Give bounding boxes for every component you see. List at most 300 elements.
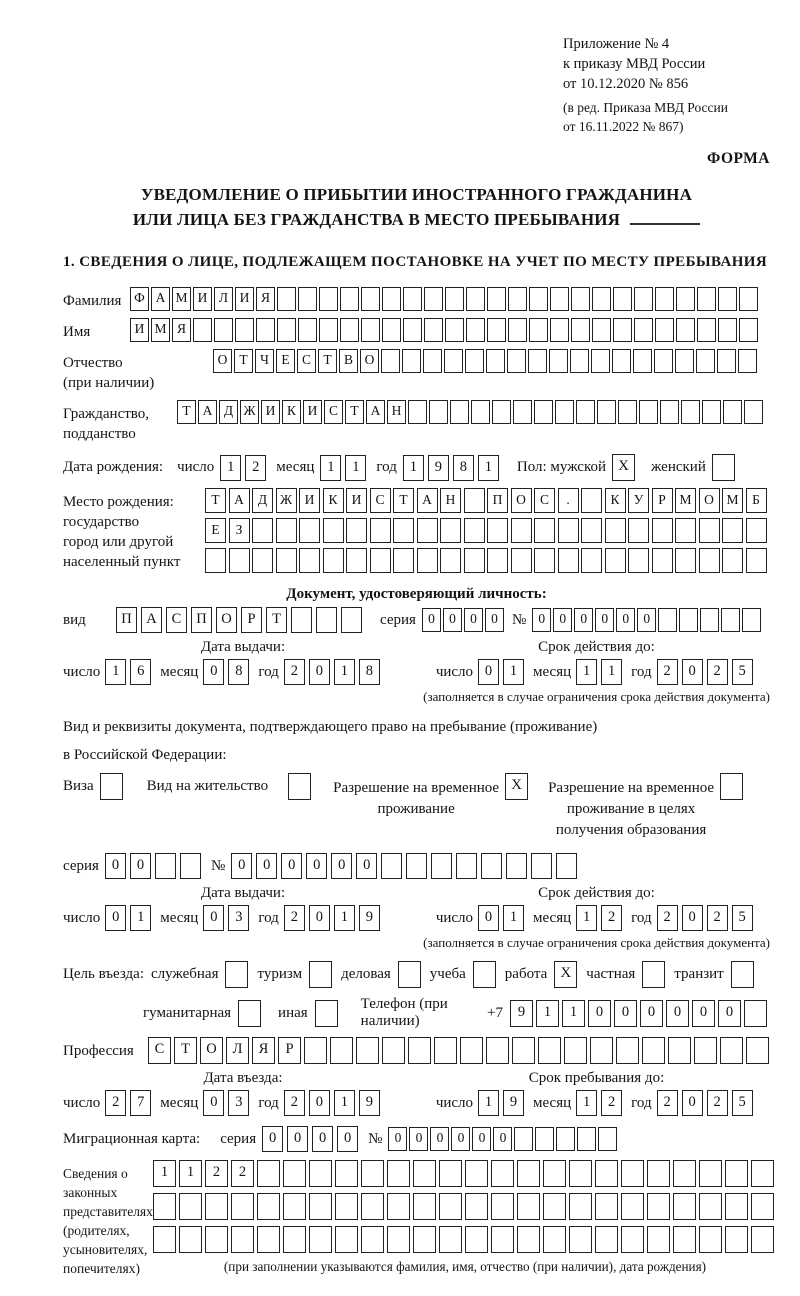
char-cell[interactable] [534,548,555,573]
char-cell[interactable] [702,400,721,424]
char-cell[interactable] [751,1160,774,1187]
char-cell[interactable] [471,400,490,424]
char-cell[interactable]: 0 [478,905,499,931]
char-cell[interactable] [417,548,438,573]
char-cell[interactable]: 0 [281,853,302,879]
char-cell[interactable]: Е [205,518,226,543]
char-cell[interactable] [193,318,212,342]
char-cell[interactable] [304,1037,327,1064]
char-cell[interactable] [179,1226,202,1253]
char-cell[interactable] [699,548,720,573]
char-cell[interactable] [592,318,611,342]
char-cell[interactable]: С [297,349,316,373]
char-cell[interactable] [621,1226,644,1253]
char-cell[interactable]: 2 [707,1090,728,1116]
char-cell[interactable]: 0 [306,853,327,879]
char-cell[interactable] [700,608,719,632]
char-cell[interactable] [597,400,616,424]
char-cell[interactable] [465,1193,488,1220]
char-cell[interactable] [299,518,320,543]
char-cell[interactable] [531,853,552,879]
char-cell[interactable]: И [193,287,212,311]
char-cell[interactable] [722,548,743,573]
char-cell[interactable]: 0 [666,1000,689,1027]
char-cell[interactable] [413,1160,436,1187]
char-cell[interactable] [225,961,248,988]
char-cell[interactable] [361,1160,384,1187]
char-cell[interactable] [382,318,401,342]
char-cell[interactable] [431,853,452,879]
char-cell[interactable]: 0 [553,608,572,632]
char-cell[interactable]: Т [318,349,337,373]
char-cell[interactable] [556,853,577,879]
char-cell[interactable] [595,1226,618,1253]
char-cell[interactable]: 0 [312,1126,333,1152]
char-cell[interactable] [434,1037,457,1064]
char-cell[interactable] [676,318,695,342]
char-cell[interactable]: М [151,318,170,342]
char-cell[interactable]: 9 [510,1000,533,1027]
char-cell[interactable] [413,1226,436,1253]
char-cell[interactable] [717,349,736,373]
char-cell[interactable] [570,349,589,373]
char-cell[interactable] [576,400,595,424]
char-cell[interactable]: 2 [657,659,678,685]
char-cell[interactable] [387,1193,410,1220]
char-cell[interactable] [742,608,761,632]
char-cell[interactable]: К [605,488,626,513]
char-cell[interactable] [323,518,344,543]
char-cell[interactable]: 0 [105,905,126,931]
char-cell[interactable]: 2 [231,1160,254,1187]
char-cell[interactable]: 2 [657,905,678,931]
char-cell[interactable] [491,1193,514,1220]
char-cell[interactable] [721,608,740,632]
char-cell[interactable]: 2 [657,1090,678,1116]
char-cell[interactable] [440,518,461,543]
char-cell[interactable]: Р [278,1037,301,1064]
char-cell[interactable] [746,548,767,573]
char-cell[interactable] [381,349,400,373]
char-cell[interactable] [382,1037,405,1064]
char-cell[interactable] [652,518,673,543]
char-cell[interactable]: М [172,287,191,311]
char-cell[interactable] [681,400,700,424]
char-cell[interactable] [673,1193,696,1220]
char-cell[interactable]: Е [276,349,295,373]
char-cell[interactable]: 7 [130,1090,151,1116]
char-cell[interactable] [535,1127,554,1151]
char-cell[interactable]: Ч [255,349,274,373]
char-cell[interactable]: О [213,349,232,373]
char-cell[interactable]: 1 [503,659,524,685]
char-cell[interactable] [529,287,548,311]
char-cell[interactable]: 8 [453,455,474,481]
char-cell[interactable] [492,400,511,424]
char-cell[interactable]: 2 [284,905,305,931]
char-cell[interactable] [534,400,553,424]
char-cell[interactable]: 0 [588,1000,611,1027]
char-cell[interactable] [739,318,758,342]
char-cell[interactable]: 0 [718,1000,741,1027]
char-cell[interactable] [538,1037,561,1064]
char-cell[interactable] [155,853,176,879]
char-cell[interactable] [718,287,737,311]
char-cell[interactable]: И [346,488,367,513]
char-cell[interactable] [699,1226,722,1253]
char-cell[interactable] [569,1226,592,1253]
char-cell[interactable] [590,1037,613,1064]
char-cell[interactable]: 0 [682,905,703,931]
char-cell[interactable]: С [148,1037,171,1064]
char-cell[interactable] [673,1160,696,1187]
char-cell[interactable] [424,318,443,342]
char-cell[interactable] [647,1160,670,1187]
char-cell[interactable] [517,1193,540,1220]
char-cell[interactable]: И [130,318,149,342]
char-cell[interactable] [696,349,715,373]
char-cell[interactable]: 0 [451,1127,470,1151]
char-cell[interactable]: 8 [359,659,380,685]
char-cell[interactable]: 1 [536,1000,559,1027]
char-cell[interactable]: 1 [345,455,366,481]
char-cell[interactable]: 0 [130,853,151,879]
char-cell[interactable]: Ж [276,488,297,513]
char-cell[interactable]: З [229,518,250,543]
char-cell[interactable] [335,1160,358,1187]
char-cell[interactable]: Н [387,400,406,424]
char-cell[interactable]: 1 [478,455,499,481]
char-cell[interactable]: О [699,488,720,513]
char-cell[interactable] [676,287,695,311]
char-cell[interactable] [616,1037,639,1064]
char-cell[interactable] [276,518,297,543]
char-cell[interactable] [361,318,380,342]
char-cell[interactable]: Б [746,488,767,513]
char-cell[interactable] [340,287,359,311]
char-cell[interactable]: 0 [356,853,377,879]
char-cell[interactable] [309,1193,332,1220]
char-cell[interactable] [370,518,391,543]
char-cell[interactable] [403,318,422,342]
char-cell[interactable] [660,400,679,424]
char-cell[interactable] [398,961,421,988]
char-cell[interactable] [739,287,758,311]
char-cell[interactable] [613,287,632,311]
char-cell[interactable]: 0 [682,659,703,685]
char-cell[interactable] [439,1193,462,1220]
char-cell[interactable]: 6 [130,659,151,685]
char-cell[interactable]: 2 [601,905,622,931]
char-cell[interactable]: 1 [130,905,151,931]
char-cell[interactable]: 2 [601,1090,622,1116]
char-cell[interactable] [722,518,743,543]
char-cell[interactable] [543,1160,566,1187]
char-cell[interactable] [508,287,527,311]
char-cell[interactable]: 1 [576,659,597,685]
char-cell[interactable] [486,349,505,373]
char-cell[interactable]: 0 [478,659,499,685]
char-cell[interactable]: 0 [640,1000,663,1027]
char-cell[interactable] [256,318,275,342]
char-cell[interactable]: А [417,488,438,513]
char-cell[interactable]: П [116,607,137,633]
char-cell[interactable] [205,1226,228,1253]
char-cell[interactable] [697,287,716,311]
char-cell[interactable]: 9 [428,455,449,481]
char-cell[interactable]: . [558,488,579,513]
char-cell[interactable] [288,773,311,800]
char-cell[interactable]: О [511,488,532,513]
char-cell[interactable]: 9 [359,1090,380,1116]
char-cell[interactable] [309,1226,332,1253]
char-cell[interactable] [628,548,649,573]
char-cell[interactable]: 2 [284,659,305,685]
char-cell[interactable] [465,349,484,373]
char-cell[interactable] [751,1193,774,1220]
char-cell[interactable] [346,518,367,543]
char-cell[interactable] [316,607,337,633]
char-cell[interactable] [528,349,547,373]
char-cell[interactable] [581,518,602,543]
char-cell[interactable] [746,1037,769,1064]
char-cell[interactable] [346,548,367,573]
char-cell[interactable]: 0 [337,1126,358,1152]
char-cell[interactable] [571,287,590,311]
char-cell[interactable]: 3 [228,905,249,931]
char-cell[interactable]: Л [226,1037,249,1064]
char-cell[interactable]: 1 [478,1090,499,1116]
char-cell[interactable]: А [229,488,250,513]
char-cell[interactable]: Т [345,400,364,424]
char-cell[interactable] [257,1160,280,1187]
char-cell[interactable] [534,518,555,543]
char-cell[interactable]: 0 [493,1127,512,1151]
char-cell[interactable]: 0 [595,608,614,632]
char-cell[interactable] [731,961,754,988]
char-cell[interactable] [725,1193,748,1220]
char-cell[interactable] [277,287,296,311]
char-cell[interactable] [712,454,735,481]
char-cell[interactable] [738,349,757,373]
char-cell[interactable] [445,287,464,311]
char-cell[interactable] [382,287,401,311]
char-cell[interactable] [621,1193,644,1220]
char-cell[interactable] [361,1226,384,1253]
char-cell[interactable] [543,1226,566,1253]
char-cell[interactable] [361,1193,384,1220]
char-cell[interactable]: Ж [240,400,259,424]
char-cell[interactable] [257,1193,280,1220]
char-cell[interactable] [252,518,273,543]
char-cell[interactable] [621,1160,644,1187]
char-cell[interactable]: А [198,400,217,424]
char-cell[interactable] [283,1193,306,1220]
char-cell[interactable] [598,1127,617,1151]
char-cell[interactable]: К [282,400,301,424]
char-cell[interactable]: 1 [334,905,355,931]
char-cell[interactable]: 0 [532,608,551,632]
char-cell[interactable] [720,1037,743,1064]
char-cell[interactable]: 2 [205,1160,228,1187]
char-cell[interactable] [613,318,632,342]
char-cell[interactable]: 0 [331,853,352,879]
char-cell[interactable] [276,548,297,573]
char-cell[interactable] [439,1226,462,1253]
char-cell[interactable] [231,1226,254,1253]
char-cell[interactable] [699,1193,722,1220]
char-cell[interactable] [235,318,254,342]
char-cell[interactable] [413,1193,436,1220]
char-cell[interactable] [341,607,362,633]
char-cell[interactable] [591,349,610,373]
char-cell[interactable] [423,349,442,373]
char-cell[interactable]: Т [234,349,253,373]
char-cell[interactable] [466,287,485,311]
char-cell[interactable] [298,318,317,342]
char-cell[interactable] [319,287,338,311]
char-cell[interactable] [387,1160,410,1187]
char-cell[interactable] [402,349,421,373]
char-cell[interactable]: 1 [320,455,341,481]
char-cell[interactable]: 0 [287,1126,308,1152]
char-cell[interactable] [511,548,532,573]
char-cell[interactable]: 1 [601,659,622,685]
char-cell[interactable] [751,1226,774,1253]
char-cell[interactable] [654,349,673,373]
char-cell[interactable] [605,518,626,543]
char-cell[interactable]: 0 [682,1090,703,1116]
char-cell[interactable] [393,548,414,573]
char-cell[interactable] [699,518,720,543]
char-cell[interactable]: 2 [284,1090,305,1116]
char-cell[interactable]: 1 [179,1160,202,1187]
char-cell[interactable] [299,548,320,573]
char-cell[interactable]: Д [252,488,273,513]
char-cell[interactable] [569,1160,592,1187]
char-cell[interactable] [456,853,477,879]
char-cell[interactable]: 0 [574,608,593,632]
char-cell[interactable]: 2 [105,1090,126,1116]
char-cell[interactable] [283,1160,306,1187]
char-cell[interactable]: 5 [732,1090,753,1116]
char-cell[interactable] [487,518,508,543]
char-cell[interactable]: Т [177,400,196,424]
char-cell[interactable] [723,400,742,424]
char-cell[interactable]: И [261,400,280,424]
char-cell[interactable]: 0 [203,659,224,685]
char-cell[interactable] [592,287,611,311]
char-cell[interactable] [387,1226,410,1253]
char-cell[interactable] [214,318,233,342]
char-cell[interactable]: X [612,454,635,481]
char-cell[interactable]: М [675,488,696,513]
char-cell[interactable]: М [722,488,743,513]
char-cell[interactable]: Т [266,607,287,633]
char-cell[interactable]: О [216,607,237,633]
char-cell[interactable] [571,318,590,342]
char-cell[interactable] [238,1000,261,1027]
char-cell[interactable] [655,287,674,311]
char-cell[interactable] [725,1226,748,1253]
char-cell[interactable] [424,287,443,311]
char-cell[interactable]: Т [393,488,414,513]
char-cell[interactable]: 0 [409,1127,428,1151]
char-cell[interactable] [473,961,496,988]
char-cell[interactable] [555,400,574,424]
char-cell[interactable] [277,318,296,342]
char-cell[interactable] [543,1193,566,1220]
char-cell[interactable] [642,961,665,988]
char-cell[interactable] [655,318,674,342]
char-cell[interactable]: 0 [309,905,330,931]
char-cell[interactable] [647,1226,670,1253]
char-cell[interactable] [481,853,502,879]
char-cell[interactable] [309,1160,332,1187]
char-cell[interactable] [356,1037,379,1064]
char-cell[interactable] [229,548,250,573]
char-cell[interactable] [486,1037,509,1064]
char-cell[interactable] [335,1226,358,1253]
char-cell[interactable] [439,1160,462,1187]
char-cell[interactable] [558,548,579,573]
char-cell[interactable] [697,318,716,342]
char-cell[interactable]: 0 [472,1127,491,1151]
char-cell[interactable]: 0 [614,1000,637,1027]
char-cell[interactable]: 5 [732,905,753,931]
char-cell[interactable] [564,1037,587,1064]
char-cell[interactable] [100,773,123,800]
char-cell[interactable] [679,608,698,632]
char-cell[interactable] [633,349,652,373]
char-cell[interactable]: 0 [256,853,277,879]
char-cell[interactable]: И [299,488,320,513]
char-cell[interactable] [634,287,653,311]
char-cell[interactable]: 8 [228,659,249,685]
char-cell[interactable] [507,349,526,373]
char-cell[interactable]: 3 [228,1090,249,1116]
char-cell[interactable]: 1 [403,455,424,481]
char-cell[interactable] [675,548,696,573]
char-cell[interactable] [549,349,568,373]
char-cell[interactable] [491,1226,514,1253]
char-cell[interactable] [569,1193,592,1220]
char-cell[interactable] [205,1193,228,1220]
char-cell[interactable]: 0 [309,1090,330,1116]
char-cell[interactable] [153,1193,176,1220]
char-cell[interactable]: Л [214,287,233,311]
char-cell[interactable] [450,400,469,424]
char-cell[interactable]: В [339,349,358,373]
char-cell[interactable]: С [370,488,391,513]
char-cell[interactable] [658,608,677,632]
char-cell[interactable]: Т [174,1037,197,1064]
char-cell[interactable] [179,1193,202,1220]
char-cell[interactable]: 0 [105,853,126,879]
char-cell[interactable]: Д [219,400,238,424]
char-cell[interactable] [725,1160,748,1187]
char-cell[interactable] [675,518,696,543]
char-cell[interactable] [514,1127,533,1151]
char-cell[interactable] [252,548,273,573]
char-cell[interactable] [464,518,485,543]
char-cell[interactable] [466,318,485,342]
char-cell[interactable] [465,1226,488,1253]
char-cell[interactable]: Я [172,318,191,342]
char-cell[interactable] [746,518,767,543]
char-cell[interactable] [529,318,548,342]
char-cell[interactable]: Р [652,488,673,513]
